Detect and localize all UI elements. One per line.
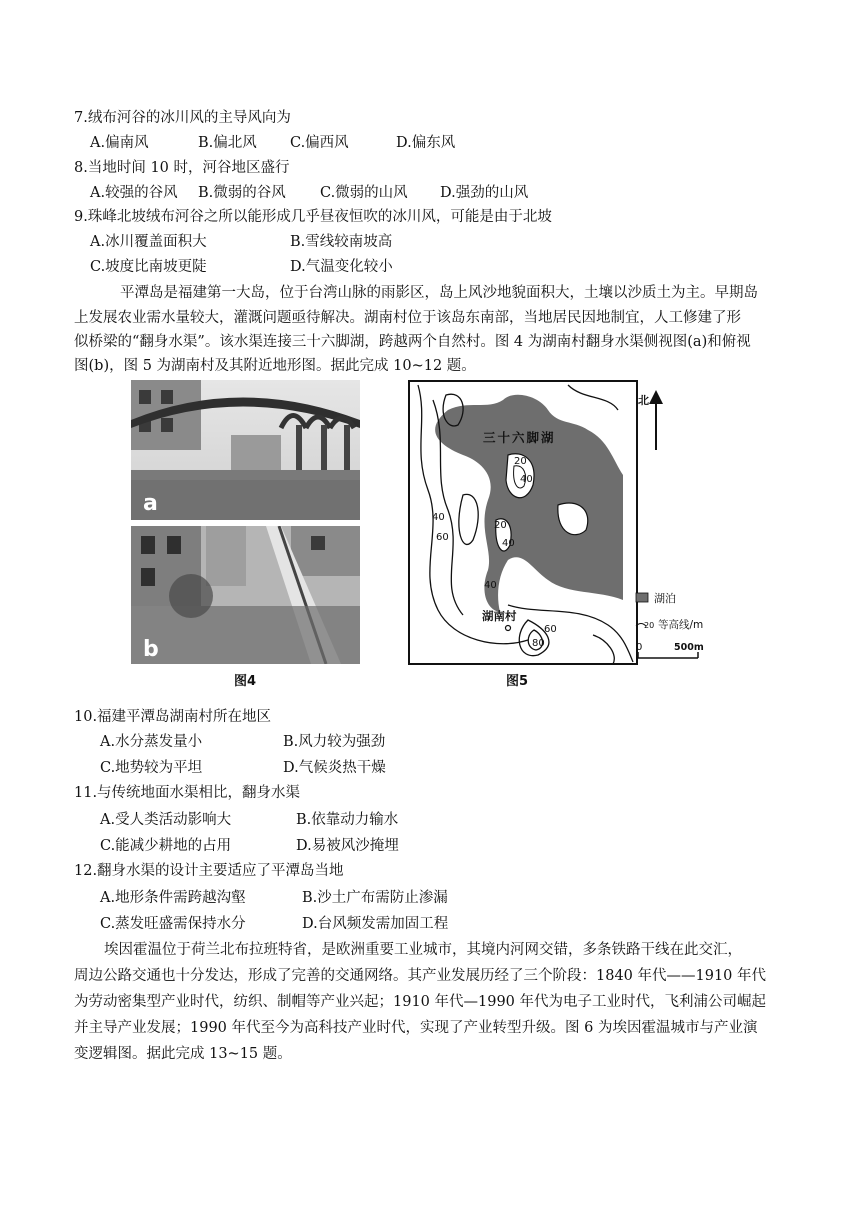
contour-label: 20 [494, 520, 507, 531]
q10-option-d: D.气候炎热干燥 [283, 760, 386, 776]
village-marker [506, 626, 511, 631]
passage1-line-1: 平潭岛是福建第一大岛，位于台湾山脉的雨影区，岛上风沙地貌面积大，土壤以沙质土为主。早期岛 [120, 285, 758, 301]
passage2-line-3: 为劳动密集型产业时代，纺织、制帽等产业兴起；1910 年代—1990 年代为电子工业时代，飞利浦公司崛起 [74, 994, 767, 1010]
q9-option-d: D.气温变化较小 [290, 259, 393, 275]
q11-option-c: C.能减少耕地的占用 [100, 838, 232, 854]
q7-option-d: D.偏东风 [396, 135, 456, 151]
q7-option-c: C.偏西风 [290, 135, 349, 151]
photo-b-label: b [143, 637, 159, 662]
q9-option-c: C.坡度比南坡更陡 [90, 259, 207, 275]
q12-option-b: B.沙土广布需防止渗漏 [302, 890, 448, 906]
q12-option-a: A.地形条件需跨越沟壑 [100, 890, 246, 906]
q11-option-a: A.受人类活动影响大 [100, 812, 232, 828]
contour-label: 40 [520, 474, 533, 485]
contour-label: 40 [484, 580, 497, 591]
legend-contour-label: 等高线/m [658, 619, 704, 631]
scale-distance-label: 500m [674, 642, 704, 653]
passage1-line-3: 似桥梁的“翻身水渠”。该水渠连接三十六脚湖，跨越两个自然村。图 4 为湖南村翻身水渠侧视图(a)和俯视 [74, 334, 751, 350]
contour-label: 20 [514, 456, 527, 467]
q11-option-b: B.依靠动力输水 [296, 812, 399, 828]
q7-option-b: B.偏北风 [198, 135, 257, 151]
q12-option-d: D.台风频发需加固工程 [302, 916, 449, 932]
q9-option-a: A.冰川覆盖面积大 [90, 234, 207, 250]
passage2-line-1: 埃因霍温位于荷兰北布拉班特省，是欧洲重要工业城市，其境内河网交错，多条铁路干线在此交汇， [104, 942, 742, 958]
map-legend [632, 380, 712, 665]
passage2-line-2: 周边公路交通也十分发达，形成了完善的交通网络。其产业发展历经了三个阶段：1840 年代——1910 年代 [74, 968, 767, 984]
q7-stem: 7.绒布河谷的冰川风的主导风向为 [74, 110, 291, 126]
contour-label: 40 [432, 512, 445, 523]
north-arrow-icon [649, 390, 663, 450]
q12-stem: 12.翻身水渠的设计主要适应了平潭岛当地 [74, 863, 344, 879]
q8-option-b: B.微弱的谷风 [198, 185, 286, 201]
q9-stem: 9.珠峰北坡绒布河谷之所以能形成几乎昼夜恒吹的冰川风，可能是由于北坡 [74, 209, 552, 225]
legend-contour-sample: 20 [644, 621, 655, 630]
passage2-line-5: 变逻辑图。据此完成 13~15 题。 [74, 1046, 292, 1062]
q11-option-d: D.易被风沙掩埋 [296, 838, 399, 854]
q10-option-b: B.风力较为强劲 [283, 734, 386, 750]
scale-zero-label: 0 [636, 642, 643, 653]
north-label: 北 [638, 394, 649, 407]
contour-label: 60 [544, 624, 557, 635]
figure-5-caption: 图5 [506, 674, 529, 689]
q10-option-a: A.水分蒸发量小 [100, 734, 203, 750]
figure-4-caption: 图4 [234, 674, 257, 689]
contour-label: 40 [502, 538, 515, 549]
contour-label: 60 [436, 532, 449, 543]
q8-option-a: A.较强的谷风 [90, 185, 178, 201]
q10-option-c: C.地势较为平坦 [100, 760, 203, 776]
photo-b-aqueduct-top-view [131, 526, 360, 664]
q8-option-c: C.微弱的山风 [320, 185, 408, 201]
photo-a-aqueduct-side-view [131, 380, 360, 520]
contour-label: 80 [532, 638, 545, 649]
q8-stem: 8.当地时间 10 时，河谷地区盛行 [74, 160, 290, 176]
topographic-map [408, 380, 638, 665]
legend-lake-label: 湖泊 [654, 592, 676, 605]
q7-option-a: A.偏南风 [90, 135, 149, 151]
village-label: 湖南村 [482, 609, 517, 623]
lake-name-label: 三十六脚湖 [483, 430, 556, 445]
passage2-line-4: 并主导产业发展；1990 年代至今为高科技产业时代，实现了产业转型升级。图 6 为埃因霍温城市与产业演 [74, 1020, 758, 1036]
passage1-line-4: 图(b)，图 5 为湖南村及其附近地形图。据此完成 10~12 题。 [74, 358, 476, 374]
q9-option-b: B.雪线较南坡高 [290, 234, 393, 250]
photo-a-label: a [143, 491, 158, 516]
q8-option-d: D.强劲的山风 [440, 185, 529, 201]
q12-option-c: C.蒸发旺盛需保持水分 [100, 916, 246, 932]
q11-stem: 11.与传统地面水渠相比，翻身水渠 [74, 785, 301, 801]
passage1-line-2: 上发展农业需水量较大，灌溉问题亟待解决。湖南村位于该岛东南部，当地居民因地制宜，人工修建了形 [74, 310, 741, 326]
q10-stem: 10.福建平潭岛湖南村所在地区 [74, 709, 272, 725]
